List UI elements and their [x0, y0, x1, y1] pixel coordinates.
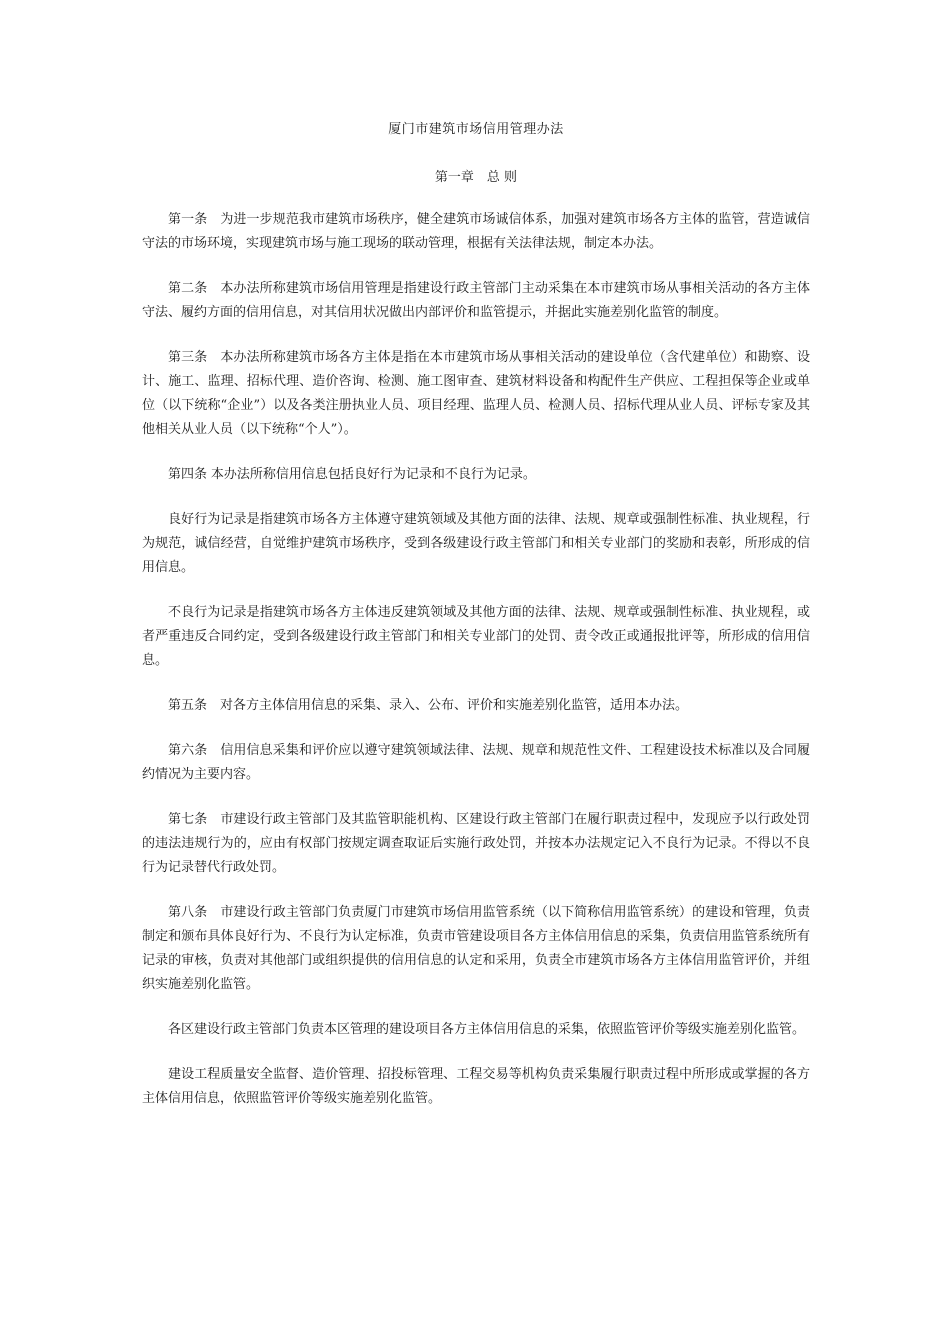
article-label: 第一条	[168, 212, 208, 227]
article-text: 建设工程质量安全监督、造价管理、招投标管理、工程交易等机构负责采集履行职责过程中所形成或掌握的各方主体信用信息，依照监管评价等级实施差别化监管。	[142, 1066, 810, 1106]
article-6	[142, 739, 810, 787]
document-title: 厦门市建筑市场信用管理办法	[388, 122, 564, 137]
article-label: 第四条	[168, 467, 208, 483]
article-text: 市建设行政主管部门负责厦门市建筑市场信用监管系统（以下简称信用监管系统）的建设和管理，负责制定和颁布具体良好行为、不良行为认定标准，负责市管建设项目各方主体信用信息的采集，负责信用监管系统所有记录的审核，负责对其他部门或组织提供的信用信息的认定和采用，负责全市建筑市场各方主体信用监管评价，并组织实施差别化监管。	[142, 904, 810, 993]
article-4-good-record	[142, 508, 810, 581]
article-text: 为进一步规范我市建筑市场秩序，健全建筑市场诚信体系，加强对建筑市场各方主体的监管，营造诚信守法的市场环境，实现建筑市场与施工现场的联动管理，根据有关法律法规，制定本办法。	[142, 212, 810, 252]
article-8-agencies	[142, 1063, 810, 1111]
article-7	[142, 808, 810, 881]
article-2	[142, 277, 810, 325]
article-label: 第三条	[168, 349, 208, 365]
article-text: 信用信息采集和评价应以遵守建筑领域法律、法规、规章和规范性文件、工程建设技术标准以及合同履约情况为主要内容。	[142, 742, 810, 782]
article-text: 本办法所称建筑市场信用管理是指建设行政主管部门主动采集在本市建筑市场从事相关活动的各方主体守法、履约方面的信用信息，对其信用状况做出内部评价和监管提示，并据此实施差别化监管的制度。	[142, 280, 810, 321]
article-label: 第七条	[168, 811, 208, 827]
chapter-title: 第一章 总 则	[434, 170, 518, 185]
article-label: 第六条	[168, 742, 208, 758]
article-text: 本办法所称建筑市场各方主体是指在本市建筑市场从事相关活动的建设单位（含代建单位）和勘察、设计、施工、监理、招标代理、造价咨询、检测、施工图审查、建筑材料设备和构配件生产供应、工程担保等企业或单位（以下统称“企业”）以及各类注册执业人员、项目经理、监理人员、检测人员、招标代理从业人员、评标专家及其他相关从业人员（以下统称“个人”）。	[142, 349, 810, 438]
article-text: 良好行为记录是指建筑市场各方主体遵守建筑领域及其他方面的法律、法规、规章或强制性标准、执业规程，行为规范，诚信经营，自觉维护建筑市场秩序，受到各级建设行政主管部门和相关专业部门的奖励和表彰，所形成的信用信息。	[142, 511, 810, 576]
article-3	[142, 346, 810, 443]
article-8-district	[142, 1018, 810, 1042]
article-text: 不良行为记录是指建筑市场各方主体违反建筑领域及其他方面的法律、法规、规章或强制性标准、执业规程，或者严重违反合同约定，受到各级建设行政主管部门和相关专业部门的处罚、责令改正或通报批评等，所形成的信用信息。	[142, 604, 810, 669]
article-1	[142, 208, 810, 256]
article-text: 对各方主体信用信息的采集、录入、公布、评价和实施差别化监管，适用本办法。	[220, 698, 689, 714]
article-5	[142, 694, 810, 718]
article-8	[142, 901, 810, 998]
article-4	[142, 463, 810, 487]
article-text: 市建设行政主管部门及其监管职能机构、区建设行政主管部门在履行职责过程中，发现应予以行政处罚的违法违规行为的，应由有权部门按规定调查取证后实施行政处罚，并按本办法规定记入不良行为记录。不得以不良行为记录替代行政处罚。	[142, 811, 810, 876]
article-4-bad-record	[142, 601, 810, 674]
article-label: 第二条	[168, 280, 208, 296]
article-text: 本办法所称信用信息包括良好行为记录和不良行为记录。	[210, 467, 536, 483]
article-label: 第五条	[168, 698, 208, 714]
document-page	[142, 118, 810, 1132]
article-label: 第八条	[168, 904, 208, 920]
article-text: 各区建设行政主管部门负责本区管理的建设项目各方主体信用信息的采集，依照监管评价等级实施差别化监管。	[168, 1022, 806, 1038]
